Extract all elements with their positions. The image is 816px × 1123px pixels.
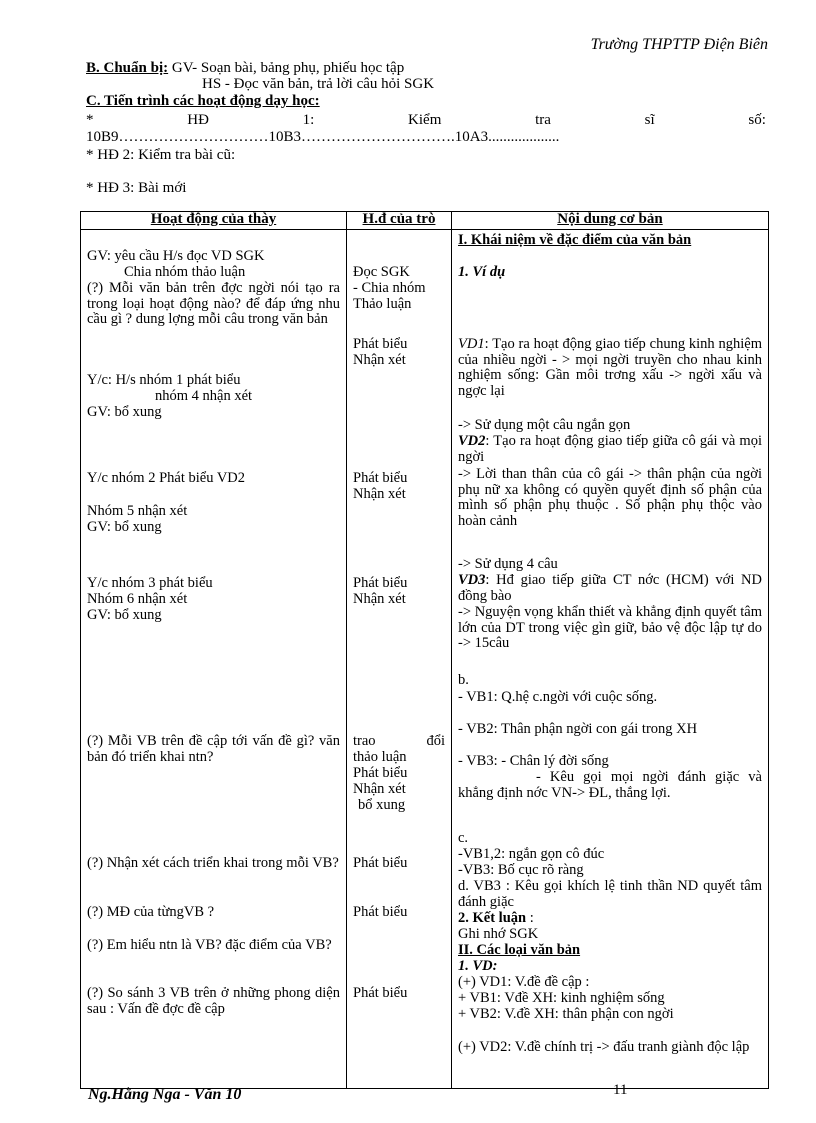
student-line: Nhận xét bbox=[353, 591, 406, 607]
content-line: + VB1: Vđề XH: kinh nghiệm sống bbox=[458, 990, 665, 1006]
process-title: C. Tiến trình các hoạt động dạy học: bbox=[86, 93, 320, 109]
teacher-line: nhóm 4 nhận xét bbox=[155, 388, 253, 404]
content-column bbox=[452, 230, 769, 1089]
vd1-text: : Tạo ra hoạt động giao tiếp chung kinh nghiệm của nhiều ngời - > mọi ngời truyền cho nhau kinh nghiệm sống: Gần môi trơng xấu -> ngời xấu và ngợc lại bbox=[458, 336, 762, 399]
hd2-line: * HĐ 2: Kiểm tra bài cũ: bbox=[86, 147, 236, 163]
content-line: - VB1: Q.hệ c.ngời với cuộc sống. bbox=[458, 689, 658, 705]
prep-hs: HS - Đọc văn bản, trả lời câu hỏi SGK bbox=[202, 76, 435, 92]
teacher-line: GV: yêu cầu H/s đọc VD SGK bbox=[87, 248, 265, 264]
teacher-line: (?) MĐ của từngVB ? bbox=[87, 904, 215, 920]
conclusion-label: 2. Kết luận bbox=[458, 910, 527, 926]
student-line: Nhận xét bbox=[353, 486, 406, 502]
content-line bbox=[458, 434, 762, 465]
page-number: 11 bbox=[613, 1082, 628, 1098]
hd1-word: tra bbox=[535, 112, 551, 128]
content-line: (+) VD2: V.đề chính trị -> đấu tranh giành độc lập bbox=[458, 1039, 750, 1055]
student-line: Phát biểu bbox=[353, 855, 408, 871]
header-content: Nội dung cơ bản bbox=[452, 212, 769, 230]
vd2-label: VD2 bbox=[458, 433, 486, 449]
vd2-text: : Tạo ra hoạt động giao tiếp giữa cô gái và mọi ngời bbox=[458, 433, 762, 465]
student-column bbox=[347, 230, 452, 1089]
teacher-line: Y/c nhóm 2 Phát biểu VD2 bbox=[87, 470, 246, 486]
hd1-word: * bbox=[86, 112, 94, 128]
vd1-label: VD1 bbox=[458, 336, 485, 352]
student-line: Phát biểu bbox=[353, 575, 408, 591]
school-header: Trường THPTTP Điện Biên bbox=[590, 36, 768, 53]
conclusion-colon: : bbox=[526, 910, 534, 926]
teacher-line: (?) Em hiểu ntn là VB? đặc điểm của VB? bbox=[87, 937, 332, 953]
student-line: Phát biểu bbox=[353, 985, 408, 1001]
content-line: + VB2: V.đề XH: thân phận con ngời bbox=[458, 1006, 674, 1022]
student-line: trao đổi bbox=[353, 733, 445, 749]
content-line bbox=[458, 573, 762, 604]
teacher-line: (?) Nhận xét cách triển khai trong mỗi VB? bbox=[87, 855, 339, 871]
prep-line bbox=[86, 60, 404, 76]
student-line: Thảo luận bbox=[353, 296, 412, 312]
content-line: b. bbox=[458, 672, 469, 688]
student-line: - Chia nhóm bbox=[353, 280, 426, 296]
content-line: -> Nguyện vọng khẩn thiết và khẳng định quyết tâm lớn của DT trong việc gìn giữ, bảo vệ độc lập tự do -> 15câu bbox=[458, 604, 762, 651]
content-line: (+) VD1: V.đề đề cập : bbox=[458, 974, 590, 990]
student-line: Phát biểu bbox=[353, 904, 408, 920]
content-line: c. bbox=[458, 830, 469, 846]
hd1-classes: 10B9…………………………10B3………………………….10A3................... bbox=[86, 129, 560, 145]
vd3-text: : Hđ giao tiếp giữa CT nớc (HCM) với ND đồng bào bbox=[458, 572, 762, 604]
table-body-row bbox=[81, 230, 769, 1089]
hd1-word: sĩ bbox=[644, 112, 655, 128]
content-line: -> Sử dụng một câu ngắn gọn bbox=[458, 417, 631, 433]
footer-author: Ng.Hằng Nga - Văn 10 bbox=[88, 1086, 242, 1103]
prep-label: B. Chuẩn bị: bbox=[86, 60, 169, 76]
content-line: - VB3: - Chân lý đời sống bbox=[458, 753, 609, 769]
content-line: -VB1,2: ngắn gọn cô đúc bbox=[458, 846, 605, 862]
student-line: Phát biểu bbox=[353, 336, 408, 352]
student-line: Phát biểu bbox=[353, 765, 408, 781]
student-line: Phát biểu bbox=[353, 470, 408, 486]
student-line: Nhận xét bbox=[353, 781, 406, 797]
hd1-word: Kiểm bbox=[408, 112, 442, 128]
teacher-line: Y/c: H/s nhóm 1 phát biểu bbox=[87, 372, 241, 388]
teacher-line: (?) Mỗi văn bản trên đợc ngời nói tạo ra trong loại hoạt động nào? để đáp ứng nhu cầu gì ? dung lợng mỗi câu trong văn bản bbox=[87, 280, 340, 327]
hd1-word: HĐ bbox=[187, 112, 209, 128]
teacher-line: GV: bổ xung bbox=[87, 607, 162, 623]
prep-gv: GV- Soạn bài, bảng phụ, phiếu học tập bbox=[168, 60, 405, 76]
table-header-row bbox=[81, 212, 769, 230]
hd1-word: số: bbox=[748, 112, 766, 128]
header-teacher: Hoạt động của thày bbox=[81, 212, 347, 230]
student-line: Đọc SGK bbox=[353, 264, 410, 280]
teacher-line: (?) Mỗi VB trên đề cập tới vấn đề gì? văn bản đó triển khai ntn? bbox=[87, 733, 340, 765]
content-line: I. Khái niệm về đặc điểm của văn bản bbox=[458, 232, 692, 248]
hd1-line bbox=[86, 112, 766, 128]
content-line: -VB3: Bố cục rõ ràng bbox=[458, 862, 584, 878]
content-line: -> Sử dụng 4 câu bbox=[458, 556, 558, 572]
teacher-column bbox=[81, 230, 347, 1089]
content-line: Ghi nhớ SGK bbox=[458, 926, 539, 942]
teacher-line: GV: bổ xung bbox=[87, 519, 162, 535]
vd3-label: VD3 bbox=[458, 572, 486, 588]
student-line: bổ xung bbox=[358, 797, 406, 813]
content-line: -> Lời than thân của cô gái -> thân phận của ngời phụ nữ xa không có quyền quyết định số phận của mình số phận phụ thuộc . Số phận phụ thộc vào hoàn cảnh bbox=[458, 466, 762, 529]
content-line: d. VB3 : Kêu gọi khích lệ tinh thần ND quyết tâm đánh giặc bbox=[458, 878, 762, 910]
teacher-line: Chia nhóm thảo luận bbox=[124, 264, 246, 280]
content-line: - Kêu gọi mọi ngời đánh giặc và khẳng định nớc VN-> ĐL, thắng lợi. bbox=[458, 769, 762, 801]
content-line: 1. Ví dụ bbox=[458, 264, 506, 280]
student-line: Nhận xét bbox=[353, 352, 406, 368]
content-line: 1. VD: bbox=[458, 958, 498, 974]
lesson-table bbox=[80, 211, 769, 1089]
hd3-line: * HĐ 3: Bài mới bbox=[86, 180, 187, 196]
teacher-line: Nhóm 5 nhận xét bbox=[87, 503, 188, 519]
teacher-line: Nhóm 6 nhận xét bbox=[87, 591, 188, 607]
content-line bbox=[458, 337, 762, 399]
teacher-line: Y/c nhóm 3 phát biểu bbox=[87, 575, 213, 591]
content-line: II. Các loại văn bản bbox=[458, 942, 581, 958]
hd1-word: 1: bbox=[302, 112, 315, 128]
teacher-line: GV: bổ xung bbox=[87, 404, 162, 420]
header-student: H.đ của trò bbox=[347, 212, 452, 230]
teacher-line: (?) So sánh 3 VB trên ở những phong diện sau : Vấn đề đợc đề cập bbox=[87, 985, 340, 1017]
student-line: thảo luận bbox=[353, 749, 407, 765]
content-line bbox=[458, 911, 762, 927]
content-line: - VB2: Thân phận ngời con gái trong XH bbox=[458, 721, 698, 737]
